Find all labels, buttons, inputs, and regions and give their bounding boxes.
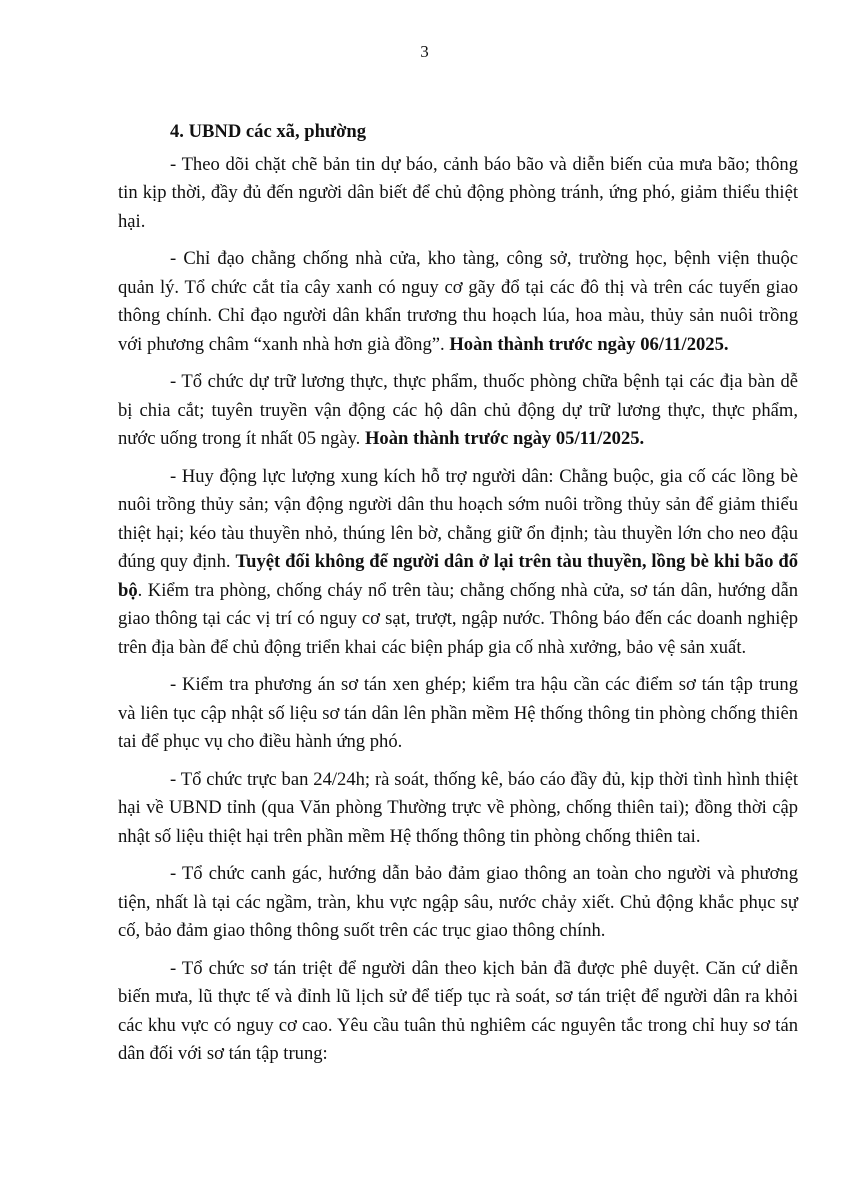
paragraph-text: - Chỉ đạo chằng chống nhà cửa, kho tàng, công sở, trường học, bệnh viện thuộc quản lý. Tổ chức cắt tỉa cây xanh có nguy cơ gãy đổ tại các đô thị và trên các tuyến giao thông chính. Chỉ đạo người dân khẩn trương thu hoạch lúa, hoa màu, thủy sản nuôi trồng với phương châm “xanh nhà hơn già đồng”. bbox=[118, 248, 798, 355]
paragraph-shock-forces bbox=[118, 463, 798, 663]
paragraph-text: - Tổ chức sơ tán triệt để người dân theo kịch bản đã được phê duyệt. Căn cứ diễn biến mưa, lũ thực tế và đỉnh lũ lịch sử để tiếp tục rà soát, sơ tán triệt để người dân ra khỏi các khu vực có nguy cơ cao. Yêu cầu tuân thủ nghiêm các nguyên tắc trong chỉ huy sơ tán dân đối với sơ tán tập trung: bbox=[118, 957, 798, 1064]
paragraph-text: - Kiểm tra phương án sơ tán xen ghép; kiểm tra hậu cần các điểm sơ tán tập trung và liên tục cập nhật số liệu sơ tán dân lên phần mềm Hệ thống thông tin phòng chống thiên tai để phục vụ cho điều hành ứng phó. bbox=[118, 674, 798, 752]
emphasis-text: Tuyệt đối không để người dân ở lại trên tàu thuyền, lồng bè khi bão đổ bộ bbox=[118, 551, 799, 601]
paragraph-text: - Theo dõi chặt chẽ bản tin dự báo, cảnh báo bão và diễn biến của mưa bão; thông tin kịp thời, đầy đủ đến người dân biết để chủ động phòng tránh, ứng phó, giảm thiểu thiệt hại. bbox=[118, 153, 798, 232]
paragraph-duty-reporting bbox=[118, 766, 798, 852]
paragraph-forecast-monitoring bbox=[118, 151, 798, 237]
paragraph-thorough-evacuation bbox=[118, 955, 798, 1069]
paragraph-evacuation-plan bbox=[118, 671, 798, 757]
paragraph-text: - Tổ chức dự trữ lương thực, thực phẩm, thuốc phòng chữa bệnh tại các địa bàn dễ bị chia cắt; tuyên truyền vận động các hộ dân chủ động dự trữ lương thực, thực phẩm, nước uống trong ít nhất 05 ngày. bbox=[118, 371, 798, 449]
paragraph-text: - Tổ chức canh gác, hướng dẫn bảo đảm giao thông an toàn cho người và phương tiện, nhất là tại các ngầm, tràn, khu vực ngập sâu, nước chảy xiết. Chủ động khắc phục sự cố, bảo đảm giao thông thông suốt trên các trục giao thông chính. bbox=[118, 863, 798, 941]
paragraph-text: . Kiểm tra phòng, chống cháy nổ trên tàu; chằng chống nhà cửa, sơ tán dân, hướng dẫn giao thông tại các vị trí có nguy cơ sạt, trượt, ngập nước. Thông báo đến các doanh nghiệp trên địa bàn để chủ động triển khai các biện pháp gia cố nhà xưởng, bảo vệ sản xuất. bbox=[118, 579, 798, 658]
paragraph-text: - Tổ chức trực ban 24/24h; rà soát, thống kê, báo cáo đầy đủ, kịp thời tình hình thiệt hại về UBND tỉnh (qua Văn phòng Thường trực về phòng, chống thiên tai); đồng thời cập nhật số liệu thiệt hại trên phần mềm Hệ thống thông tin phòng chống thiên tai. bbox=[118, 768, 798, 847]
section-heading: 4. UBND các xã, phường bbox=[170, 121, 367, 142]
deadline-text: Hoàn thành trước ngày 05/11/2025. bbox=[364, 428, 645, 449]
paragraph-text: - Huy động lực lượng xung kích hỗ trợ người dân: Chằng buộc, gia cố các lồng bè nuôi trồng thủy sản; vận động người dân thu hoạch sớm nuôi trồng thủy sản để giảm thiểu thiệt hại; kéo tàu thuyền nhỏ, thúng lên bờ, chằng giữ ổn định; tàu thuyền lớn cho neo đậu đúng quy định. bbox=[118, 465, 798, 572]
deadline-text: Hoàn thành trước ngày 06/11/2025. bbox=[449, 333, 729, 355]
paragraph-secure-buildings bbox=[118, 245, 798, 359]
paragraph-food-reserve bbox=[118, 368, 798, 454]
paragraph-traffic-guard bbox=[118, 860, 798, 946]
document-body bbox=[118, 118, 798, 1078]
page-number: 3 bbox=[420, 42, 429, 61]
